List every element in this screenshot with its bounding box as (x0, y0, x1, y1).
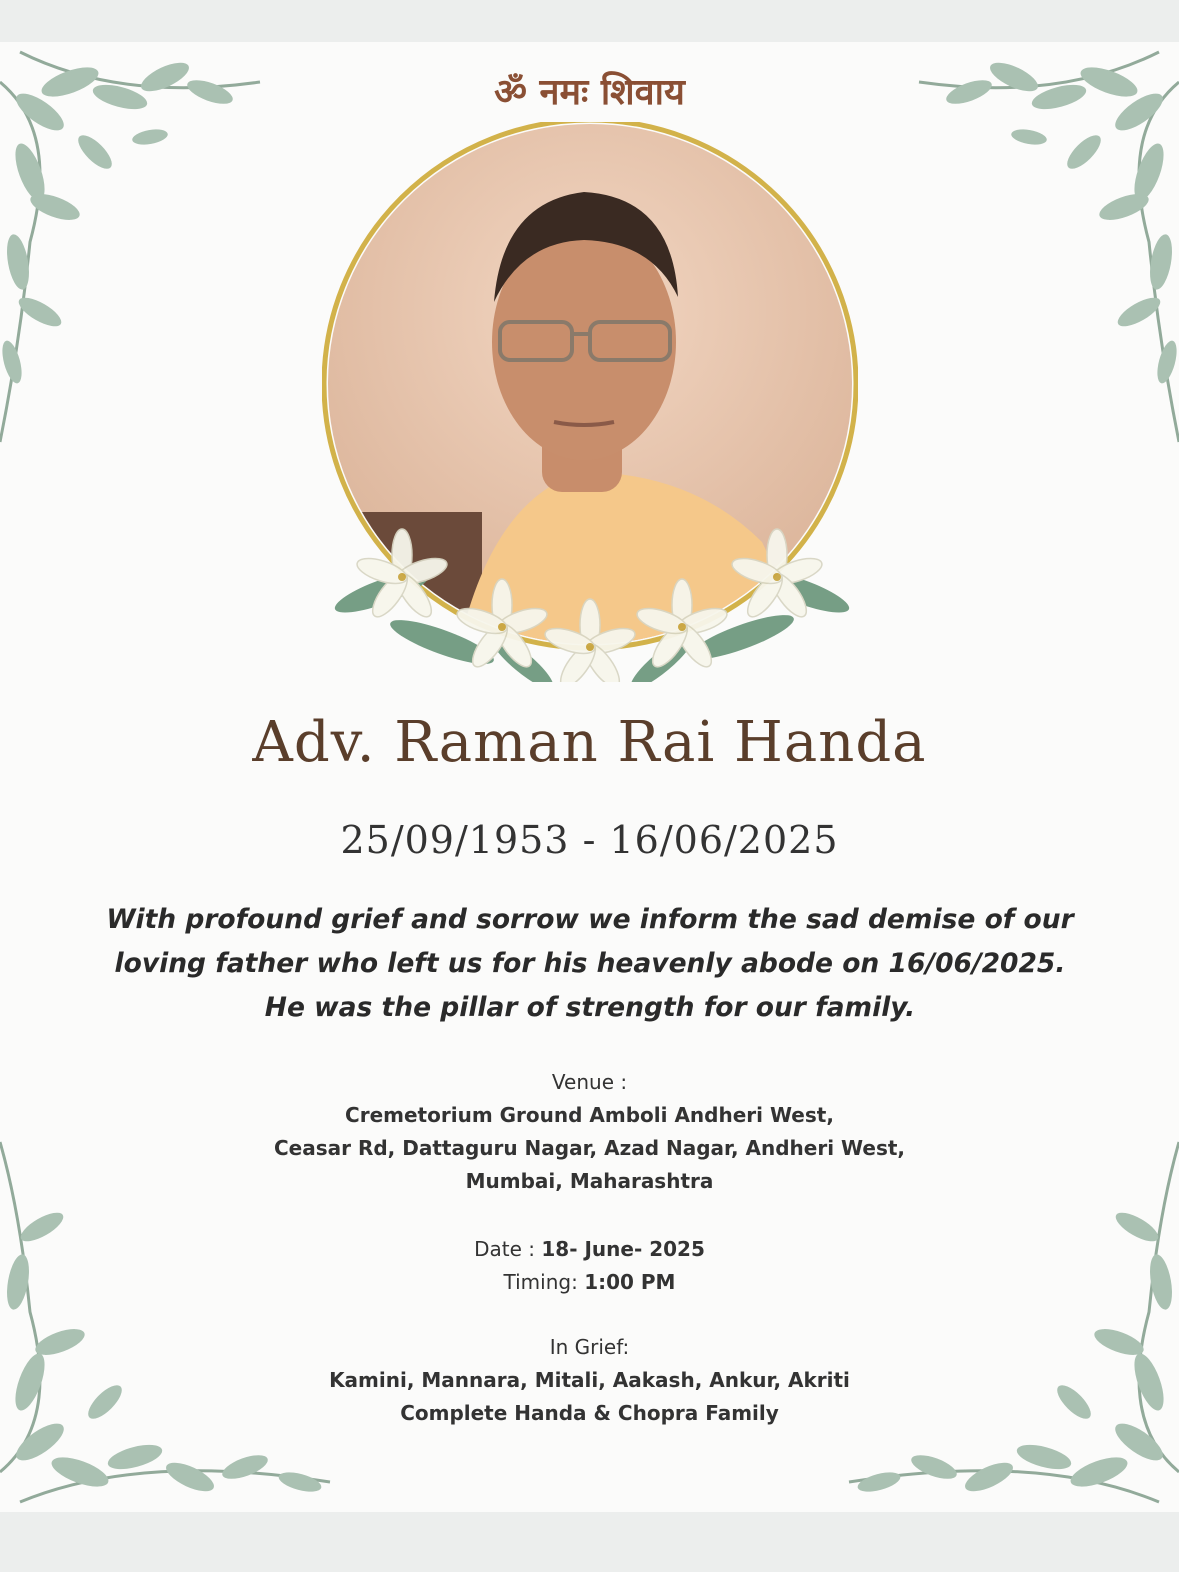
venue-line: Cremetorium Ground Amboli Andheri West, (345, 1103, 834, 1127)
venue-line: Mumbai, Maharashtra (465, 1169, 714, 1193)
venue-label: Venue : (551, 1070, 628, 1094)
condolence-message (40, 898, 1140, 1030)
ceremony-date (0, 1233, 1179, 1266)
life-dates: 25/09/1953 - 16/06/2025 (340, 818, 839, 862)
venue-address (0, 1099, 1179, 1198)
mantra-heading: ॐ नमः शिवाय (494, 72, 685, 113)
ceremony-timing (0, 1266, 1179, 1299)
grieving-family (0, 1364, 1179, 1430)
message-line: loving father who left us for his heavenly abode on 16/06/2025. (114, 948, 1066, 979)
family-line: Kamini, Mannara, Mitali, Aakash, Ankur, Akriti (329, 1368, 850, 1392)
message-line: With profound grief and sorrow we inform the sad demise of our (106, 904, 1074, 935)
grief-label: In Grief: (549, 1335, 630, 1359)
timing-label: Timing: (503, 1270, 585, 1294)
timing-value: 1:00 PM (584, 1270, 676, 1294)
condolence-card (0, 42, 1179, 1512)
venue-line: Ceasar Rd, Dattaguru Nagar, Azad Nagar, Andheri West, (273, 1136, 906, 1160)
portrait-photo (322, 122, 858, 682)
deceased-name: Adv. Raman Rai Handa (252, 710, 927, 775)
date-label: Date : (474, 1237, 542, 1261)
family-line: Complete Handa & Chopra Family (400, 1401, 779, 1425)
message-line: He was the pillar of strength for our family. (264, 992, 916, 1023)
date-value: 18- June- 2025 (541, 1237, 705, 1261)
